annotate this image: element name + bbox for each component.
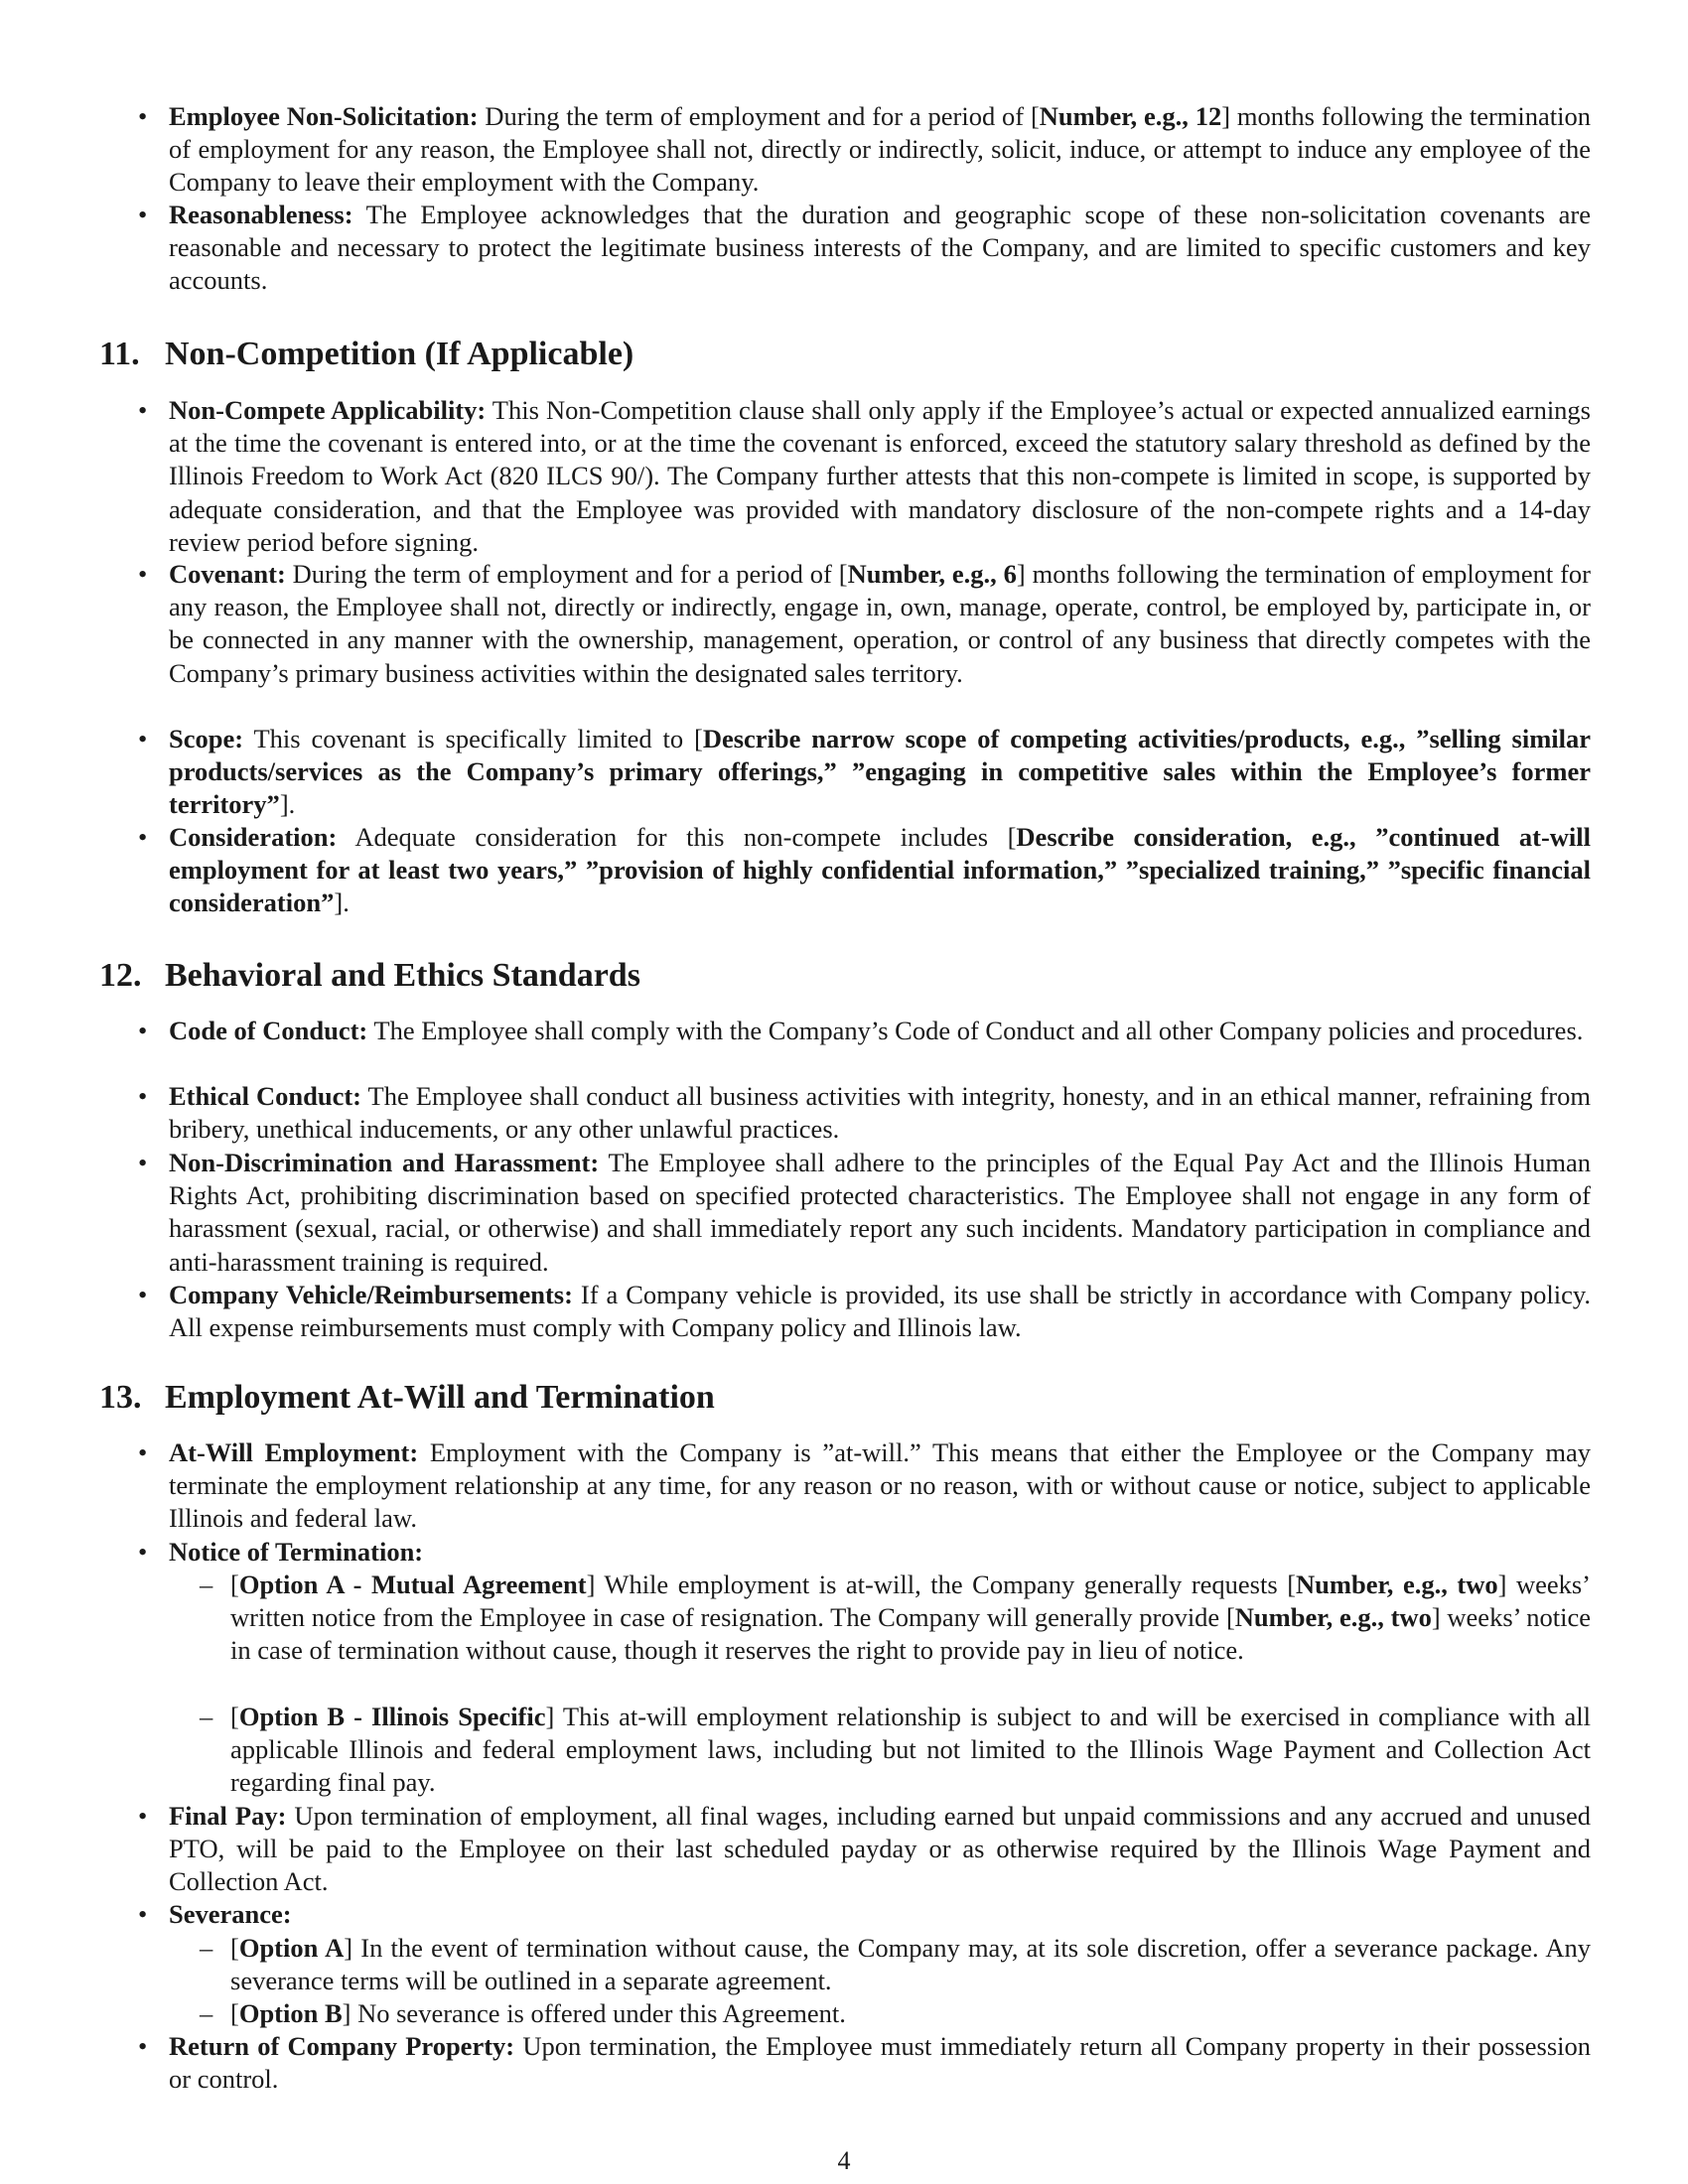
item-label: Final Pay: bbox=[169, 1801, 287, 1831]
list-item-company-vehicle: • Company Vehicle/Reimbursements: If a Company vehicle is provided, its use shall be strictly in accordance with Company policy. All expense reimbursements must comply with Company policy and Illinois law. bbox=[169, 1279, 1591, 1344]
item-label: Scope: bbox=[169, 724, 244, 753]
section-number: 11. bbox=[99, 336, 140, 372]
section-title: Non-Competition (If Applicable) bbox=[165, 336, 634, 372]
list-item-return-of-property: • Return of Company Property: Upon termination, the Employee must immediately return all Company property in their possession or control. bbox=[169, 2030, 1591, 2096]
sub-item-notice-option-b: – [Option B - Illinois Specific] This at-will employment relationship is subject to and will be exercised in compliance with all applicable Illinois and federal employment laws, including but not limited to the Illinois Wage Payment and Collection Act regarding final pay. bbox=[230, 1701, 1591, 1800]
section-heading-13 bbox=[99, 1378, 715, 1418]
page-number: 4 bbox=[837, 2146, 851, 2175]
sub-item-severance-option-b: – [Option B] No severance is offered under this Agreement. bbox=[230, 1997, 1591, 2030]
list-item-consideration: • Consideration: Adequate consideration for this non-compete includes [Describe consideration, e.g., ”continued at-will employment for at least two years,” ”provision of highly confidential information,” ”specialized training,” ”specific financial consideration”]. bbox=[169, 821, 1591, 920]
list-item-non-discrimination: • Non-Discrimination and Harassment: The Employee shall adhere to the principles of the Equal Pay Act and the Illinois Human Rights Act, prohibiting discrimination based on specified protected characteristics. The Employee shall not engage in any form of harassment (sexual, racial, or otherwise) and shall immediately report any such incidents. Mandatory participation in compliance and anti-harassment training is required. bbox=[169, 1147, 1591, 1279]
option-label: Option B - Illinois Specific bbox=[238, 1702, 546, 1731]
sub-item-notice-option-a: – [Option A - Mutual Agreement] While employment is at-will, the Company generally requests [Number, e.g., two] weeks’ written notice from the Employee in case of resignation. The Company will generally provide [Number, e.g., two] weeks’ notice in case of termination without cause, though it reserves the right to provide pay in lieu of notice. bbox=[230, 1569, 1591, 1668]
item-label: At-Will Employment: bbox=[169, 1437, 419, 1467]
list-item-ethical-conduct: • Ethical Conduct: The Employee shall conduct all business activities with integrity, honesty, and in an ethical manner, refraining from bribery, unethical inducements, or any other unlawful practices. bbox=[169, 1080, 1591, 1146]
list-item-employee-non-solicitation: • Employee Non-Solicitation: During the term of employment and for a period of [Number, e.g., 12] months following the termination of employment for any reason, the Employee shall not, directly or indirectly, solicit, induce, or attempt to induce any employee of the Company to leave their employment with the Company. bbox=[169, 100, 1591, 200]
item-label: Non-Compete Applicability: bbox=[169, 395, 487, 425]
item-label: Non-Discrimination and Harassment: bbox=[169, 1148, 600, 1177]
option-label: Option A - Mutual Agreement bbox=[238, 1570, 587, 1599]
section-title: Employment At-Will and Termination bbox=[165, 1379, 715, 1416]
list-item-covenant: • Covenant: During the term of employment and for a period of [Number, e.g., 6] months following the termination of employment for any reason, the Employee shall not, directly or indirectly, engage in, own, manage, operate, control, be employed by, participate in, or be connected in any manner with the ownership, management, operation, or control of any business that directly competes with the Company’s primary business activities within the designated sales territory. bbox=[169, 558, 1591, 690]
section-heading-11 bbox=[99, 335, 633, 374]
item-label: Severance: bbox=[169, 1899, 292, 1929]
section-number: 13. bbox=[99, 1379, 142, 1416]
item-label: Reasonableness: bbox=[169, 200, 353, 229]
list-item-severance bbox=[169, 1898, 1591, 1931]
section-title: Behavioral and Ethics Standards bbox=[165, 957, 640, 994]
item-label: Ethical Conduct: bbox=[169, 1081, 362, 1111]
list-item-final-pay: • Final Pay: Upon termination of employment, all final wages, including earned but unpaid commissions and any accrued and unused PTO, will be paid to the Employee on their last scheduled payday or as otherwise required by the Illinois Wage Payment and Collection Act. bbox=[169, 1800, 1591, 1899]
item-label: Employee Non-Solicitation: bbox=[169, 101, 479, 131]
section-heading-12 bbox=[99, 956, 640, 996]
list-item-reasonableness: • Reasonableness: The Employee acknowledges that the duration and geographic scope of these non-solicitation covenants are reasonable and necessary to protect the legitimate business interests of the Company, and are limited to specific customers and key accounts. bbox=[169, 199, 1591, 298]
list-item-notice-of-termination bbox=[169, 1536, 1591, 1569]
sub-item-severance-option-a: – [Option A] In the event of termination without cause, the Company may, at its sole discretion, offer a severance package. Any severance terms will be outlined in a separate agreement. bbox=[230, 1932, 1591, 1997]
list-item-at-will-employment: • At-Will Employment: Employment with the Company is ”at-will.” This means that either the Employee or the Company may terminate the employment relationship at any time, for any reason or no reason, with or without cause or notice, subject to applicable Illinois and federal law. bbox=[169, 1436, 1591, 1536]
item-label: Company Vehicle/Reimbursements: bbox=[169, 1280, 573, 1309]
item-label: Consideration: bbox=[169, 822, 338, 852]
item-label: Notice of Termination: bbox=[169, 1537, 424, 1567]
item-label: Code of Conduct: bbox=[169, 1016, 368, 1045]
item-label: Covenant: bbox=[169, 559, 286, 589]
option-label: Option B bbox=[238, 1998, 343, 2028]
list-item-non-compete-applicability: • Non-Compete Applicability: This Non-Competition clause shall only apply if the Employee’s actual or expected annualized earnings at the time the covenant is entered into, or at the time the covenant is enforced, exceed the statutory salary threshold as defined by the Illinois Freedom to Work Act (820 ILCS 90/). The Company further attests that this non-compete is limited in scope, is supported by adequate consideration, and that the Employee was provided with mandatory disclosure of the non-compete rights and a 14-day review period before signing. bbox=[169, 394, 1591, 559]
list-item-code-of-conduct: • Code of Conduct: The Employee shall comply with the Company’s Code of Conduct and all other Company policies and procedures. bbox=[169, 1015, 1591, 1047]
option-label: Option A bbox=[238, 1933, 345, 1963]
section-number: 12. bbox=[99, 957, 142, 994]
item-label: Return of Company Property: bbox=[169, 2031, 515, 2061]
list-item-scope: • Scope: This covenant is specifically limited to [Describe narrow scope of competing activities/products, e.g., ”selling similar products/services as the Company’s primary offerings,” ”engaging in competitive sales within the Employee’s former territory”]. bbox=[169, 723, 1591, 822]
